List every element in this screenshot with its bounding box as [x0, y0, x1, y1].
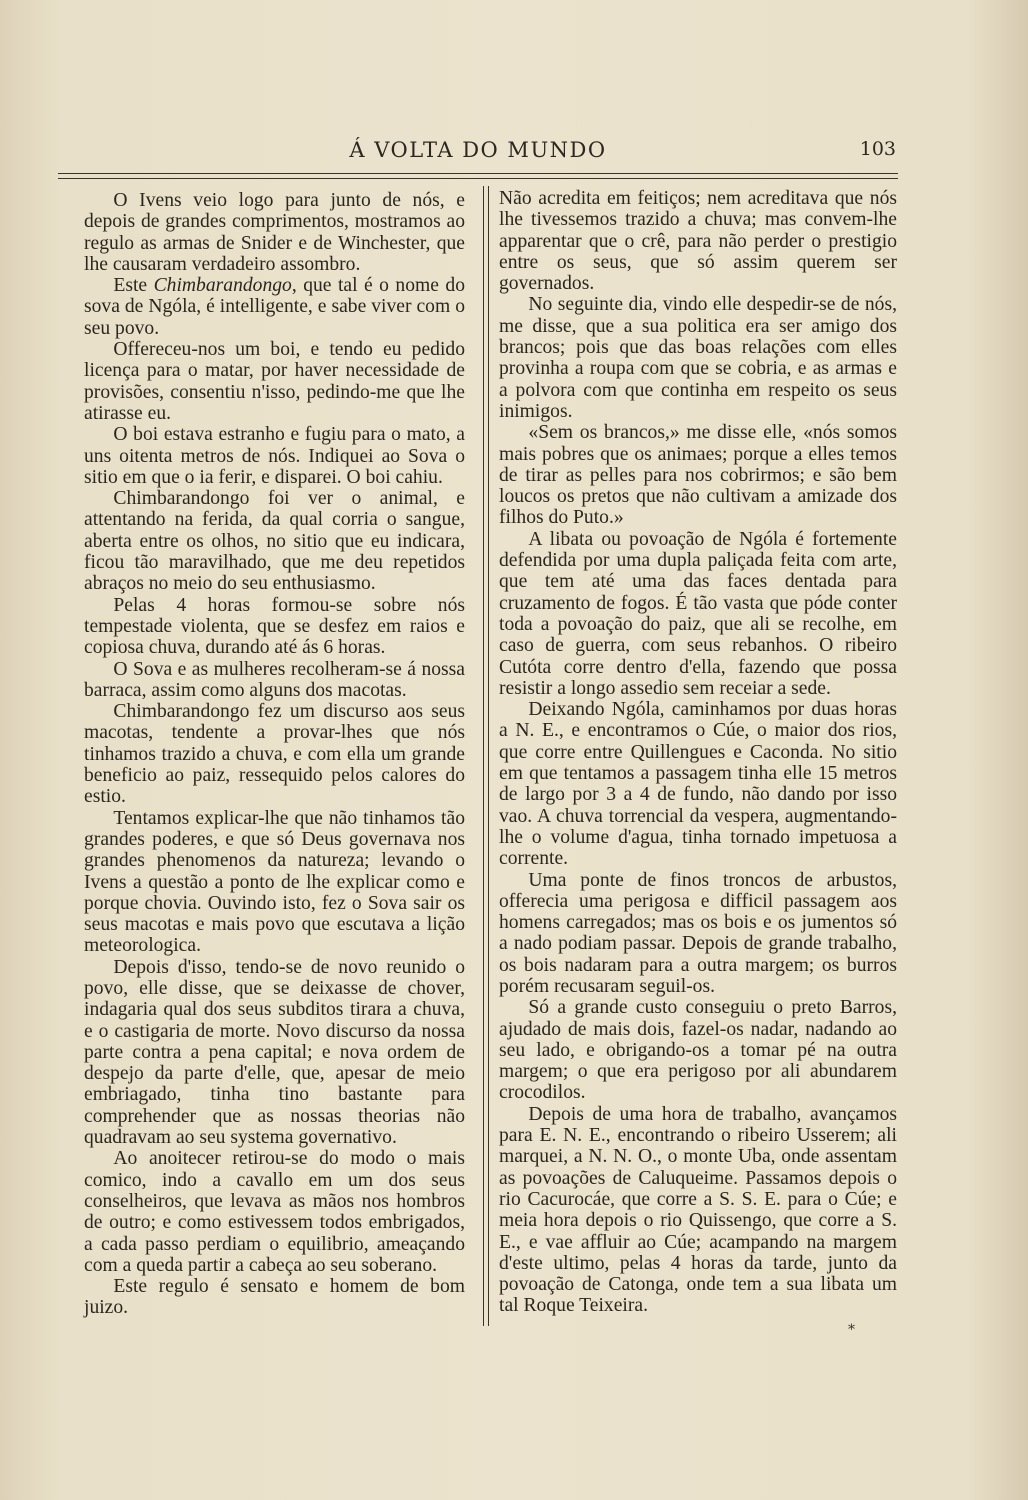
paragraph: O Sova e as mulheres recolheram-se á nossa barraca, assim como alguns dos macotas.	[84, 658, 465, 701]
right-column	[499, 188, 897, 1317]
paragraph: No seguinte dia, vindo elle despedir-se de nós, me disse, que a sua politica era ser amigo dos brancos; pois que das boas relações com elles provinha a roupa com que se cobria, e as armas e a polvora com que continha em respeito os seus inimigos.	[499, 294, 897, 422]
header-rule-top	[58, 173, 898, 174]
paragraph: Deixando Ngóla, caminhamos por duas horas a N. E., e encontramos o Cúe, o maior dos rios, que corre entre Quillengues e Caconda. No sitio em que tentamos a passagem tinha elle 15 metros de largo por 3 a 4 de fundo, não dando por isso vao. A chuva torrencial da vespera, augmentando-lhe o volume d'agua, tinha tornado impetuosa a corrente.	[499, 699, 897, 870]
paragraph: Tentamos explicar-lhe que não tinhamos tão grandes poderes, e que só Deus governava nos grandes phenomenos da natureza; levando o Ivens a questão a ponto de lhe explicar como e porque chovia. Ouvindo isto, fez o Sova sair os seus macotas e mais povo que escutava a lição meteorologica.	[84, 807, 465, 957]
paragraph: O boi estava estranho e fugiu para o mato, a uns oitenta metros de nós. Indiquei ao Sova o sitio em que o ia ferir, e disparei. O boi cahiu.	[84, 424, 465, 488]
header-rule-bottom	[58, 178, 898, 179]
paragraph: Depois d'isso, tendo-se de novo reunido o povo, elle disse, que se deixasse de chover, indagaria qual dos seus subditos tirara a chuva, e o castigaria de morte. Novo discurso da nossa parte contra a pena capital; e nova ordem de despejo da parte d'elle, que, apesar de meio embriagado, tinha tino bastante para comprehender que as nossas theorias não quadravam ao seu systema governativo.	[84, 956, 465, 1149]
page-number: 103	[859, 138, 896, 160]
paragraph: Só a grande custo conseguiu o preto Barros, ajudado de mais dois, fazel-os nadar, nadando ao seu lado, e obrigando-os a tomar pé na outra margem; o que era perigoso por ali abundarem crocodilos.	[499, 997, 897, 1104]
paragraph: A libata ou povoação de Ngóla é fortemente defendida por uma dupla paliçada feita com arte, que tem até uma das faces dentada para cruzamento de fogos. É tão vasta que póde conter toda a povoação do paiz, que ali se recolhe, em caso de guerra, com seus rebanhos. O ribeiro Cutóta corre dentro d'ella, fazendo que possa resistir a longo assedio sem receiar a sede.	[499, 528, 897, 699]
paragraph: Ao anoitecer retirou-se do modo o mais comico, indo a cavallo em um dos seus conselheiros, que levava as mãos nos hombros de outro; e como estivessem todos embrigados, a cada passo perdiam o equilibrio, ameaçando com a queda partir a cabeça ao seu soberano.	[84, 1148, 465, 1276]
page-header	[60, 138, 896, 168]
running-title: Á VOLTA DO MUNDO	[349, 138, 607, 162]
left-column	[84, 190, 465, 1319]
text-run: , que tal é o nome do sova de Ngóla, é intelligente, e sabe viver com o seu povo.	[84, 275, 465, 339]
paragraph: Offereceu-nos um boi, e tendo eu pedido licença para o matar, por haver necessidade de provisões, consentiu n'isso, pedindo-me que lhe atirasse eu.	[84, 339, 465, 424]
column-divider	[483, 186, 489, 1326]
paragraph: Chimbarandongo fez um discurso aos seus macotas, tendente a provar-lhes que nós tinhamos trazido a chuva, e com ella um grande beneficio ao paiz, ressequido pelos calores do estio.	[84, 701, 465, 808]
footer-asterisk: *	[848, 1322, 855, 1338]
paragraph: Este regulo é sensato e homem de bom juizo.	[84, 1276, 465, 1319]
paragraph: «Sem os brancos,» me disse elle, «nós somos mais pobres que os animaes; porque a elles temos de tirar as pelles para nos cobrirmos; e são bem loucos os pretos que não cultivam a amizade dos filhos do Puto.»	[499, 422, 897, 529]
chief-name-italic: Chimbarandongo	[153, 275, 292, 297]
paragraph-continued: Não acredita em feitiços; nem acreditava que nós lhe tivessemos trazido a chuva; mas convem-lhe apparentar que o crê, para não perder o prestigio entre os seus, que só assim querem ser governados.	[499, 188, 897, 295]
text-run: Este	[113, 275, 154, 297]
paragraph: Depois de uma hora de trabalho, avançamos para E. N. E., encontrando o ribeiro Usserem; ali marquei, a N. N. O., o monte Uba, onde assentam as povoações de Caluqueime. Passamos depois o rio Cacurocáe, que corre a S. S. E. para o Cúe; e meia hora depois o rio Quissengo, que corre a S. E., e vae affluir ao Cúe; acampando na margem d'este ultimo, pelas 4 horas da tarde, junto da povoação de Catonga, onde tem a sua libata um tal Roque Teixeira.	[499, 1103, 897, 1317]
paragraph: Uma ponte de finos troncos de arbustos, offerecia uma perigosa e difficil passagem aos homens carregados; mas os bois e os jumentos só a nado podiam passar. Depois de grande trabalho, os bois nadaram para a outra margem; os burros porém recusaram seguil-os.	[499, 869, 897, 997]
paragraph: O Ivens veio logo para junto de nós, e depois de grandes comprimentos, mostramos ao regulo as armas de Snider e de Winchester, que lhe causaram verdadeiro assombro.	[84, 190, 465, 275]
paragraph	[84, 275, 465, 339]
paragraph: Chimbarandongo foi ver o animal, e attentando na ferida, da qual corria o sangue, aberta entre os olhos, no sitio que eu indicara, ficou tão maravilhado, que me deu repetidos abraços no meio do seu enthusiasmo.	[84, 488, 465, 595]
paragraph: Pelas 4 horas formou-se sobre nós tempestade violenta, que se desfez em raios e copiosa chuva, durando até ás 6 horas.	[84, 594, 465, 659]
